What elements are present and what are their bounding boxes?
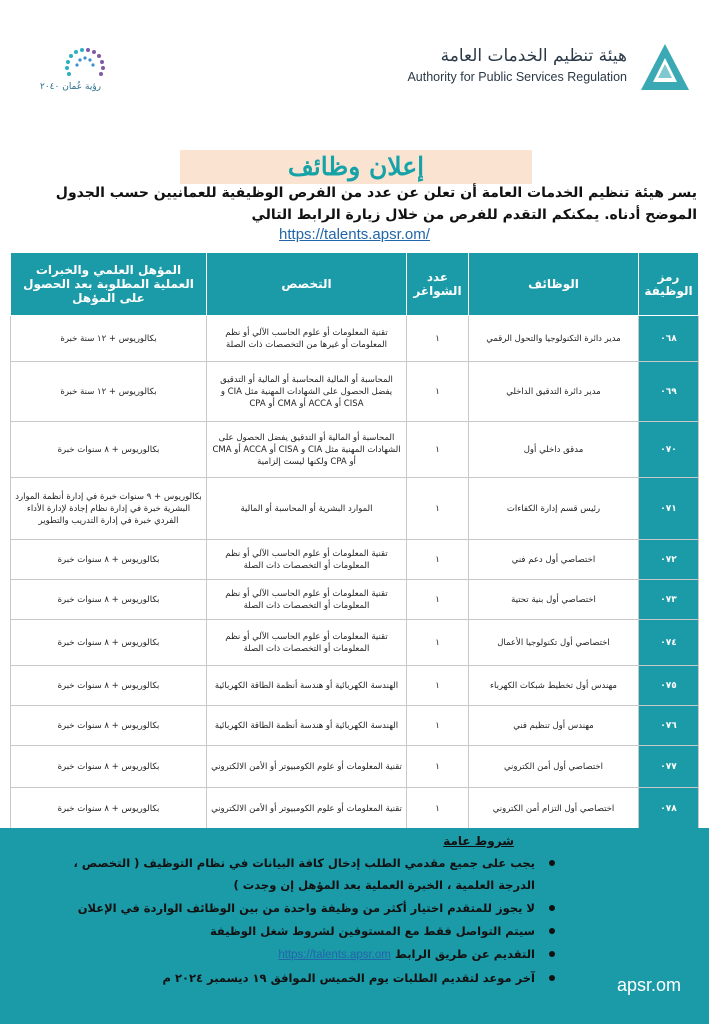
job-title: اختصاصي أول تكنولوجيا الأعمال: [469, 620, 639, 666]
job-qualification: بكالوريوس + ٨ سنوات خبرة: [11, 788, 207, 830]
job-specialty: الموارد البشرية أو المحاسبة أو المالية: [207, 478, 407, 540]
job-code: ٠٧٢: [639, 540, 699, 580]
job-vacancies: ١: [407, 540, 469, 580]
job-code: ٠٧١: [639, 478, 699, 540]
term-text: سيتم التواصل فقط مع المستوفين لشروط شغل الوظيفة: [209, 924, 535, 938]
job-qualification: بكالوريوس + ٩ سنوات خبرة في إدارة أنظمة الموارد البشرية خبرة في إدارة نظام إجادة لإدارة الأداء الفردي خبرة في إدارة التدريب والتطوير: [11, 478, 207, 540]
job-title: مهندس أول تخطيط شبكات الكهرباء: [469, 666, 639, 706]
job-qualification: بكالوريوس + ٨ سنوات خبرة: [11, 746, 207, 788]
job-specialty: تقنية المعلومات أو علوم الحاسب الآلي أو نظم المعلومات أو التخصصات ذات الصلة: [207, 540, 407, 580]
bullet-icon: [549, 905, 555, 911]
org-name-en: Authority for Public Services Regulation: [407, 70, 627, 84]
bullet-icon: [549, 860, 555, 866]
job-vacancies: ١: [407, 746, 469, 788]
list-item: [39, 897, 559, 919]
terms-apply-link[interactable]: https://talents.apsr.om: [278, 949, 391, 961]
job-qualification: بكالوريوس + ١٢ سنة خبرة: [11, 362, 207, 422]
jobs-table: [10, 252, 699, 830]
job-code: ٠٧٧: [639, 746, 699, 788]
intro-text: يسر هيئة تنظيم الخدمات العامة أن تعلن عن عدد من الفرص الوظيفية للعمانيين حسب الجدول الموضح أدناه. يمكنكم التقدم للفرص من خلال زيارة الرابط التالي: [55, 185, 697, 223]
bullet-icon: [549, 975, 555, 981]
job-specialty: تقنية المعلومات أو علوم الحاسب الآلي أو نظم المعلومات أو التخصصات ذات الصلة: [207, 580, 407, 620]
header-vacancies: عدد الشواغر: [407, 253, 469, 316]
job-vacancies: ١: [407, 362, 469, 422]
job-qualification: بكالوريوس + ٨ سنوات خبرة: [11, 422, 207, 478]
job-title: اختصاصي أول دعم فني: [469, 540, 639, 580]
job-vacancies: ١: [407, 620, 469, 666]
job-code: ٠٧٦: [639, 706, 699, 746]
job-title: اختصاصي أول بنية تحتية: [469, 580, 639, 620]
job-title: مدير دائرة التدقيق الداخلي: [469, 362, 639, 422]
job-code: ٠٦٨: [639, 316, 699, 362]
job-title: اختصاصي أول التزام أمن الكتروني: [469, 788, 639, 830]
term-text: آخر موعد لتقديم الطلبات يوم الخميس الموافق ١٩ ديسمبر ٢٠٢٤ م: [162, 971, 535, 985]
table-row: [11, 666, 699, 706]
job-vacancies: ١: [407, 316, 469, 362]
table-row: [11, 746, 699, 788]
table-row: [11, 540, 699, 580]
table-row: [11, 478, 699, 540]
list-item: [39, 967, 559, 989]
bullet-icon: [549, 928, 555, 934]
list-item: [39, 943, 559, 966]
page-title: إعلان وظائف: [287, 152, 425, 181]
job-specialty: تقنية المعلومات أو علوم الكومبيوتر أو الأمن الالكتروني: [207, 746, 407, 788]
header-code: رمز الوظيفة: [639, 253, 699, 316]
job-vacancies: ١: [407, 788, 469, 830]
footer-domain[interactable]: apsr.om: [616, 975, 681, 995]
job-qualification: بكالوريوس + ٨ سنوات خبرة: [11, 706, 207, 746]
org-name-ar: هيئة تنظيم الخدمات العامة: [440, 46, 627, 66]
job-specialty: المحاسبة أو المالية المحاسبة أو المالية أو التدقيق يفضل الحصول على الشهادات المهنية مثل CIA و CISA أو ACCA أو CMA أو CPA: [207, 362, 407, 422]
table-row: [11, 316, 699, 362]
bullet-icon: [549, 951, 555, 957]
job-code: ٠٧٨: [639, 788, 699, 830]
vision-label: رؤية عُمان ٢٠٤٠: [40, 82, 102, 92]
table-header-row: [11, 253, 699, 316]
job-title: مدقق داخلي أول: [469, 422, 639, 478]
terms-heading: شروط عامة: [443, 834, 514, 848]
term-text: التقديم عن طريق الرابط: [394, 947, 535, 961]
job-specialty: تقنية المعلومات أو علوم الكومبيوتر أو الأمن الالكتروني: [207, 788, 407, 830]
job-specialty: الهندسة الكهربائية أو هندسة أنظمة الطاقة الكهربائية: [207, 706, 407, 746]
job-specialty: تقنية المعلومات أو علوم الحاسب الآلي أو نظم المعلومات أو غيرها من التخصصات ذات الصلة: [207, 316, 407, 362]
header-qualification: المؤهل العلمي والخبرات العملية المطلوبة بعد الحصول على المؤهل: [11, 253, 207, 316]
job-qualification: بكالوريوس + ٨ سنوات خبرة: [11, 580, 207, 620]
list-item: [39, 920, 559, 942]
job-code: ٠٦٩: [639, 362, 699, 422]
job-code: ٠٧٠: [639, 422, 699, 478]
list-item: [39, 852, 559, 896]
title-box: [180, 150, 532, 184]
table-row: [11, 788, 699, 830]
table-row: [11, 706, 699, 746]
table-row: [11, 620, 699, 666]
apply-link[interactable]: https://talents.apsr.om/: [279, 226, 430, 243]
job-vacancies: ١: [407, 478, 469, 540]
job-code: ٠٧٥: [639, 666, 699, 706]
table-row: [11, 362, 699, 422]
term-text: يجب على جميع مقدمي الطلب إدخال كافة البيانات في نظام التوظيف ( التخصص ، الدرجة العلمية ، الخبرة العملية بعد المؤهل إن وجدت ): [73, 856, 535, 892]
job-title: اختصاصي أول أمن الكتروني: [469, 746, 639, 788]
terms-list: [39, 852, 559, 990]
job-code: ٠٧٣: [639, 580, 699, 620]
job-qualification: بكالوريوس + ٨ سنوات خبرة: [11, 540, 207, 580]
job-specialty: تقنية المعلومات أو علوم الحاسب الآلي أو نظم المعلومات أو التخصصات ذات الصلة: [207, 620, 407, 666]
job-code: ٠٧٤: [639, 620, 699, 666]
header-job: الوظائف: [469, 253, 639, 316]
job-specialty: المحاسبة أو المالية أو التدقيق يفضل الحصول على الشهادات المهنية مثل CIA و CISA أو ACCA أو CMA أو CPA ولكنها ليست إلزامية: [207, 422, 407, 478]
job-qualification: بكالوريوس + ٨ سنوات خبرة: [11, 666, 207, 706]
job-vacancies: ١: [407, 580, 469, 620]
table-row: [11, 422, 699, 478]
job-vacancies: ١: [407, 666, 469, 706]
job-title: رئيس قسم إدارة الكفاءات: [469, 478, 639, 540]
job-title: مهندس أول تنظيم فني: [469, 706, 639, 746]
table-row: [11, 580, 699, 620]
term-text: لا يجوز للمتقدم اختيار أكثر من وظيفة واحدة من بين الوظائف الواردة في الإعلان: [77, 901, 535, 915]
page-header: [0, 0, 709, 130]
job-specialty: الهندسة الكهربائية أو هندسة أنظمة الطاقة الكهربائية: [207, 666, 407, 706]
header-specialty: التخصص: [207, 253, 407, 316]
job-title: مدير دائرة التكنولوجيا والتحول الرقمي: [469, 316, 639, 362]
job-qualification: بكالوريوس + ١٢ سنة خبرة: [11, 316, 207, 362]
job-vacancies: ١: [407, 422, 469, 478]
job-vacancies: ١: [407, 706, 469, 746]
job-qualification: بكالوريوس + ٨ سنوات خبرة: [11, 620, 207, 666]
apsr-triangle-logo-icon: [639, 42, 691, 94]
